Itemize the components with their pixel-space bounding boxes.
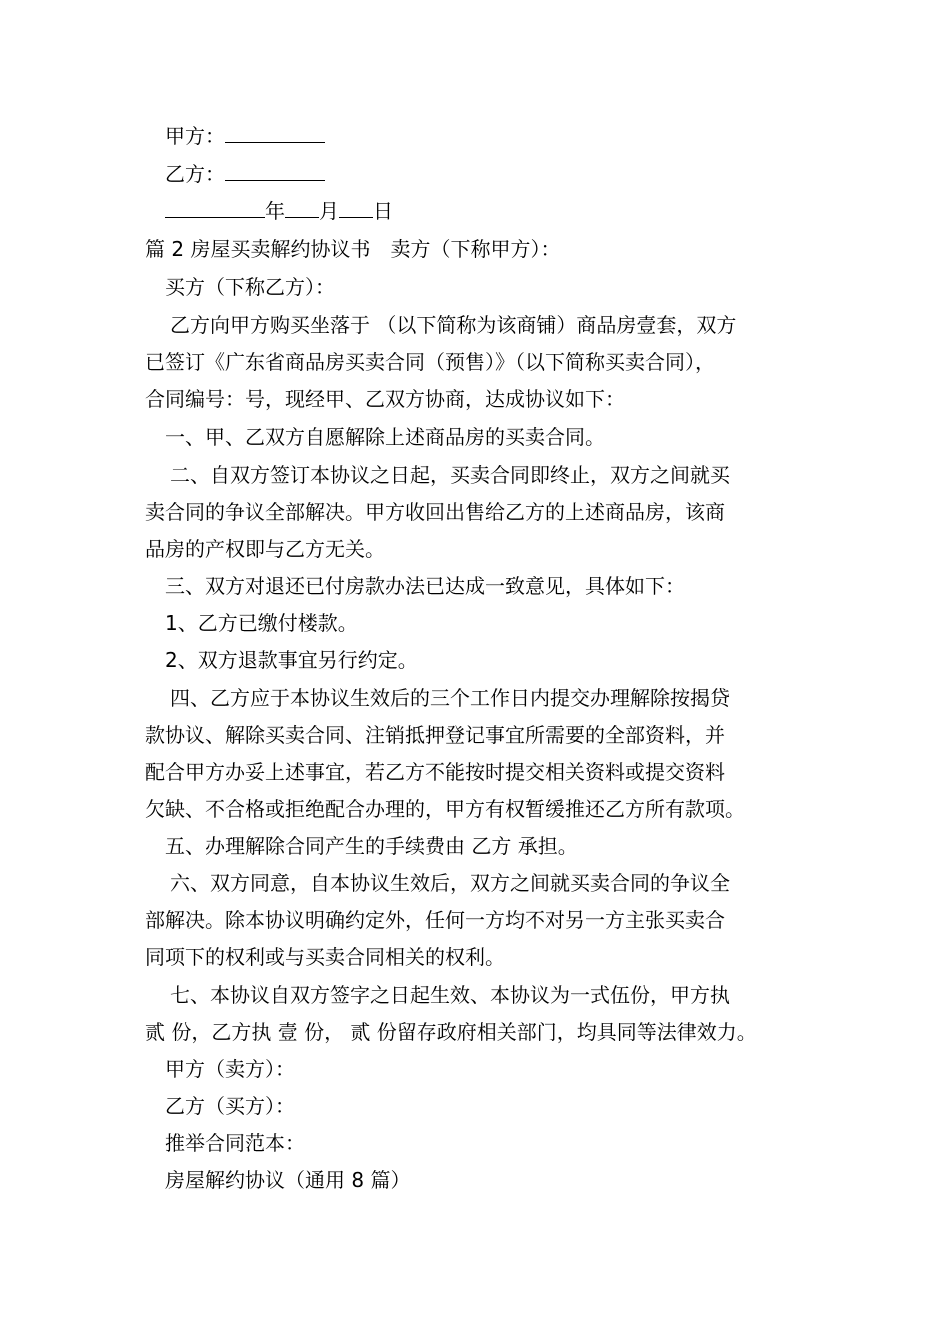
date-line (165, 197, 855, 225)
section-title: 篇 2 房屋买卖解约协议书 卖方（下称甲方）： (145, 237, 561, 261)
clause-7: 七、本协议自双方签字之日起生效、本协议为一式伍份，甲方执 (170, 983, 730, 1007)
paragraph-line: 欠缺、不合格或拒绝配合办理的，甲方有权暂缓推还乙方所有款项。 (145, 797, 745, 821)
paragraph-line: 配合甲方办妥上述事宜，若乙方不能按时提交相关资料或提交资料 (145, 760, 725, 784)
party-b-blank (225, 160, 325, 181)
clause-1: 一、甲、乙双方自愿解除上述商品房的买卖合同。 (165, 425, 605, 449)
recommended-templates-label: 推举合同范本： (165, 1131, 305, 1155)
clause-2: 二、自双方签订本协议之日起，买卖合同即终止，双方之间就买 (170, 463, 730, 487)
party-b-label: 乙方： (165, 162, 225, 186)
paragraph-line: 乙方向甲方购买坐落于 （以下简称为该商铺）商品房壹套，双方 (170, 313, 737, 337)
party-a-blank (225, 122, 325, 143)
paragraph-line: 品房的产权即与乙方无关。 (145, 537, 385, 561)
paragraph-line: 款协议、解除买卖合同、注销抵押登记事宜所需要的全部资料，并 (145, 723, 725, 747)
paragraph-line: 已签订《广东省商品房买卖合同（预售）》（以下简称买卖合同）， (145, 350, 715, 374)
party-a-label: 甲方： (165, 124, 225, 148)
year-blank (165, 197, 265, 218)
month-blank (285, 197, 319, 218)
recommended-template-link[interactable]: 房屋解约协议（通用 8 篇） (165, 1168, 411, 1192)
day-blank (339, 197, 373, 218)
buyer-line: 买方（下称乙方）： (165, 275, 335, 299)
buyer-signature-label: 乙方（买方）： (165, 1094, 295, 1118)
clause-4: 四、乙方应于本协议生效后的三个工作日内提交办理解除按揭贷 (170, 686, 730, 710)
seller-signature-label: 甲方（卖方）： (165, 1057, 295, 1081)
paragraph-line: 贰 份，乙方执 壹 份， 贰 份留存政府相关部门，均具同等法律效力。 (145, 1020, 757, 1044)
paragraph-line: 同项下的权利或与买卖合同相关的权利。 (145, 945, 505, 969)
paragraph-line: 合同编号：号，现经甲、乙双方协商，达成协议如下： (145, 387, 625, 411)
clause-6: 六、双方同意，自本协议生效后，双方之间就买卖合同的争议全 (170, 871, 730, 895)
clause-3: 三、双方对退还已付房款办法已达成一致意见，具体如下： (165, 574, 685, 598)
paragraph-line: 部解决。除本协议明确约定外，任何一方均不对另一方主张买卖合 (145, 908, 725, 932)
clause-5: 五、办理解除合同产生的手续费由 乙方 承担。 (165, 834, 578, 858)
paragraph-line: 卖合同的争议全部解决。甲方收回出售给乙方的上述商品房，该商 (145, 500, 725, 524)
clause-3-item-1: 1、乙方已缴付楼款。 (165, 611, 358, 635)
day-label: 日 (373, 199, 393, 223)
party-b-signature-line (165, 160, 855, 188)
clause-3-item-2: 2、双方退款事宜另行约定。 (165, 648, 418, 672)
month-label: 月 (319, 199, 339, 223)
party-a-signature-line (165, 122, 855, 150)
year-label: 年 (265, 199, 285, 223)
